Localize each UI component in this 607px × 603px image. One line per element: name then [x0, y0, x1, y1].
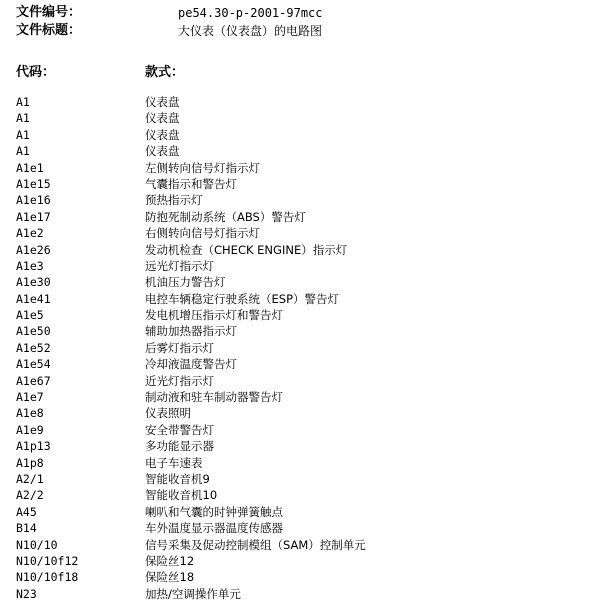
component-description: 左侧转向信号灯指示灯	[145, 160, 260, 175]
component-description: 预热指示灯	[145, 193, 203, 208]
table-row	[0, 373, 607, 389]
component-code: A1e17	[16, 209, 51, 224]
doc-number-value: pe54.30-p-2001-97mcc	[178, 6, 323, 20]
table-row	[0, 291, 607, 307]
doc-title-label: 文件标题：	[16, 23, 82, 38]
component-code: A1e9	[16, 422, 44, 437]
component-description: 信号采集及促动控制模组（SAM）控制单元	[145, 537, 366, 552]
component-description: 右侧转向信号灯指示灯	[145, 226, 260, 241]
table-row	[0, 389, 607, 405]
component-description: 仪表盘	[145, 144, 180, 159]
component-description: 制动液和驻车制动器警告灯	[145, 390, 283, 405]
table-row	[0, 487, 607, 503]
table-row	[0, 405, 607, 421]
table-row	[0, 192, 607, 208]
table-row	[0, 504, 607, 520]
doc-title-value: 大仪表（仪表盘）的电路图	[178, 24, 323, 38]
component-description: 机油压力警告灯	[145, 275, 226, 290]
table-row	[0, 258, 607, 274]
component-code: B14	[16, 521, 37, 536]
component-description: 智能收音机10	[145, 488, 218, 503]
table-row	[0, 537, 607, 553]
table-row	[0, 143, 607, 159]
component-description: 电控车辆稳定行驶系统（ESP）警告灯	[145, 291, 339, 306]
component-description: 智能收音机9	[145, 471, 210, 486]
component-code: A1	[16, 144, 30, 159]
table-row	[0, 569, 607, 585]
table-row	[0, 307, 607, 323]
component-description: 仪表盘	[145, 111, 180, 126]
component-description: 保险丝18	[145, 570, 195, 585]
component-code: N10/10	[16, 537, 58, 552]
component-description: 近光灯指示灯	[145, 373, 214, 388]
code-column-header: 代码：	[16, 65, 56, 80]
doc-number-label: 文件编号：	[16, 5, 82, 20]
component-description: 后雾灯指示灯	[145, 340, 214, 355]
component-description: 防抱死制动系统（ABS）警告灯	[145, 209, 306, 224]
table-row	[0, 356, 607, 372]
component-description: 仪表盘	[145, 127, 180, 142]
component-code: A1e8	[16, 406, 44, 421]
component-code: A1	[16, 127, 30, 142]
table-row	[0, 160, 607, 176]
component-description: 辅助加热器指示灯	[145, 324, 237, 339]
component-code: A1e3	[16, 258, 44, 273]
component-code: N10/10f18	[16, 570, 79, 585]
model-column-header: 款式：	[145, 65, 185, 80]
component-code: A1e41	[16, 291, 51, 306]
component-description: 仪表照明	[145, 406, 191, 421]
table-row	[0, 438, 607, 454]
component-description: 冷却液温度警告灯	[145, 357, 237, 372]
table-row	[0, 422, 607, 438]
component-code: A1	[16, 95, 30, 109]
component-description: 安全带警告灯	[145, 422, 214, 437]
table-row	[0, 340, 607, 356]
table-row	[0, 225, 607, 241]
component-description: 喇叭和气囊的时钟弹簧触点	[145, 504, 283, 519]
table-row	[0, 209, 607, 225]
component-code: A1e50	[16, 324, 51, 339]
component-code: A1e5	[16, 308, 44, 323]
component-code: A2/1	[16, 471, 44, 486]
component-description: 电子车速表	[145, 455, 203, 470]
table-row	[0, 176, 607, 192]
component-code: N10/10f12	[16, 553, 79, 568]
component-code: A1p8	[16, 455, 44, 470]
component-code: A1e7	[16, 390, 44, 405]
table-row	[0, 586, 607, 602]
table-row	[0, 455, 607, 471]
component-code: N23	[16, 586, 37, 601]
component-description: 车外温度显示器温度传感器	[145, 521, 283, 536]
component-description: 发动机检查（CHECK ENGINE）指示灯	[145, 242, 348, 257]
component-code: A1p13	[16, 439, 51, 454]
table-row	[0, 94, 607, 110]
component-description: 气囊指示和警告灯	[145, 176, 237, 191]
component-code: A1e1	[16, 160, 44, 175]
table-row	[0, 471, 607, 487]
component-code: A2/2	[16, 488, 44, 503]
component-description: 保险丝12	[145, 553, 195, 568]
table-row	[0, 110, 607, 126]
table-row	[0, 520, 607, 536]
doc-number-row	[16, 4, 596, 22]
table-row	[0, 274, 607, 290]
component-code: A1e54	[16, 357, 51, 372]
component-code: A1e67	[16, 373, 51, 388]
component-code: A45	[16, 504, 37, 519]
component-code: A1e2	[16, 226, 44, 241]
table-row	[0, 323, 607, 339]
component-description: 远光灯指示灯	[145, 258, 214, 273]
table-row	[0, 127, 607, 143]
component-code: A1e30	[16, 275, 51, 290]
component-list	[0, 94, 607, 602]
component-code: A1e52	[16, 340, 51, 355]
component-code: A1	[16, 111, 30, 126]
component-code: A1e26	[16, 242, 51, 257]
table-row	[0, 553, 607, 569]
component-code: A1e15	[16, 176, 51, 191]
component-description: 加热/空调操作单元	[145, 586, 241, 601]
table-row	[0, 242, 607, 258]
component-description: 多功能显示器	[145, 439, 214, 454]
doc-title-row	[16, 22, 596, 40]
component-code: A1e16	[16, 193, 51, 208]
component-description: 发电机增压指示灯和警告灯	[145, 308, 283, 323]
component-description: 仪表盘	[145, 95, 180, 109]
